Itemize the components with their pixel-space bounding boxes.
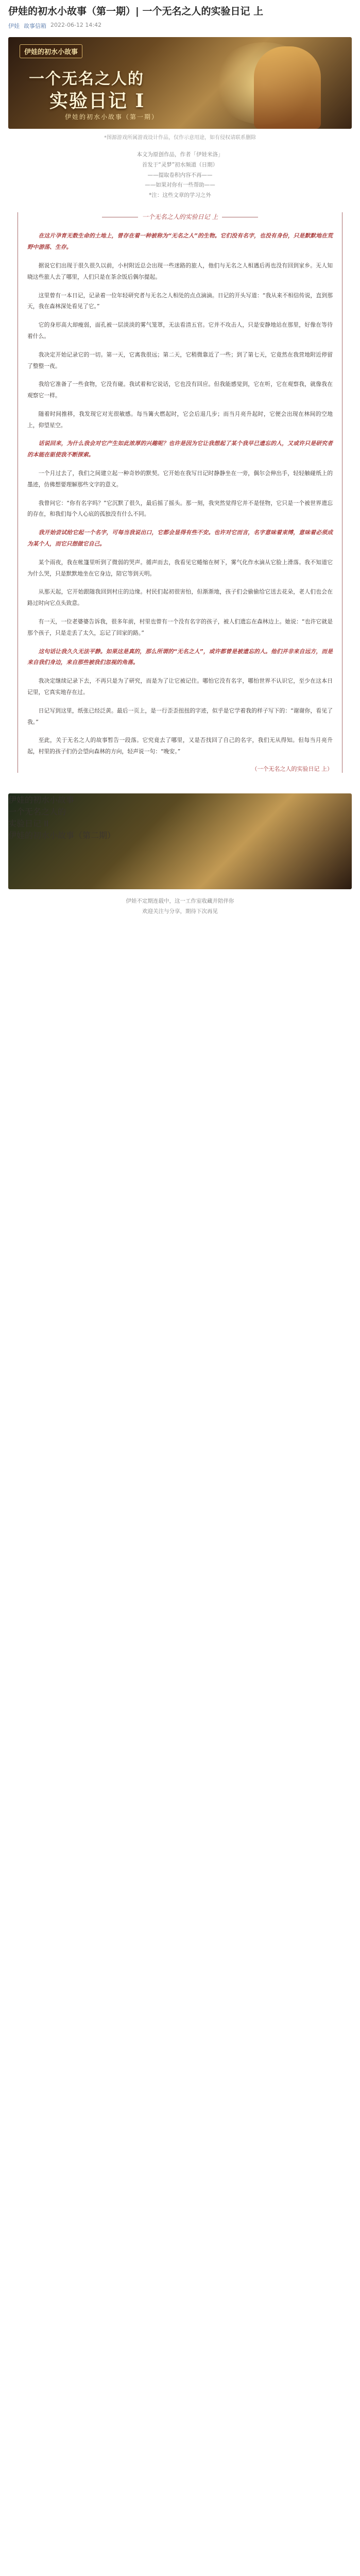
paragraph: 有一天，一位老婆婆告诉我，很多年前，村里也曾有一个没有名字的孩子，被人们遗忘在森林边上。她说：“也许它就是那个孩子，只是走丢了太久，忘记了回家的路。”: [27, 618, 333, 636]
publish-date: 2022-06-12 14:42: [50, 21, 102, 28]
footer-line: 伊娃不定期连载中，这一工作室收藏并陪伴你: [126, 898, 234, 905]
intro-note: [0, 150, 360, 201]
paragraph: 我开始尝试给它起一个名字，可每当我说出口，它都会显得有些不安。也许对它而言，名字意味着束缚，意味着必须成为某个人，而它只想做它自己。: [27, 529, 333, 548]
column-link[interactable]: 故事信箱: [24, 22, 46, 29]
cover-banner: [8, 37, 352, 129]
section-title: 一个无名之人的实验日记 上: [27, 212, 333, 221]
article-header: [0, 0, 360, 30]
banner-title-line2: 实验日记 I: [49, 90, 145, 112]
paragraph: 这句话让我久久无法平静。如果这是真的，那么所谓的“无名之人”，或许都曾是被遗忘的人。他们并非来自远方，而是来自我们身边，来自那些被我们忽视的角落。: [27, 648, 333, 666]
paragraph: 它的身形高大却瘦弱，面孔被一层淡淡的雾气笼罩，无法看清五官。它并不攻击人，只是安静地站在那里，好像在等待着什么。: [27, 321, 333, 340]
next-episode-banner[interactable]: [8, 793, 352, 889]
paragraph: 日记写到这里，纸张已经泛黄。最后一页上，是一行歪歪扭扭的字迹，似乎是它学着我的样子写下的：“谢谢你，看见了我。”: [27, 707, 333, 725]
banner-logo: 伊娃的初水小故事: [20, 44, 82, 58]
paragraph: 在这片孕育无数生命的土地上，曾存在着一种被称为“无名之人”的生物。它们没有名字，也没有身份，只是默默地在荒野中游荡、生存。: [27, 232, 333, 251]
banner-title-line1: 一个无名之人的: [29, 70, 144, 88]
note-line: ——如果对你有一些帮助——: [145, 182, 215, 189]
banner-title-line2: 实验日记 II: [8, 819, 49, 829]
article-meta: [8, 22, 352, 30]
banner-subtitle: 伊娃的初水小故事（第二期）: [8, 831, 116, 841]
paragraph: 我决定继续记录下去，不再只是为了研究，而是为了让它被记住。哪怕它没有名字，哪怕世界不认识它，至少在这本日记里，它真实地存在过。: [27, 677, 333, 696]
paragraph: 一个月过去了，我们之间建立起一种奇妙的默契。它开始在我写日记时静静坐在一旁，偶尔会伸出手，轻轻触碰纸上的墨迹，仿佛想要理解那些文字的意义。: [27, 470, 333, 488]
footer-line: 欢迎关注与分享，期待下次再见: [142, 908, 218, 914]
note-line: *注：这些文章的学习之外: [149, 192, 211, 199]
paragraph: 这里曾有一本日记，记录着一位年轻研究者与无名之人相处的点点滴滴。日记的开头写道：“我从来不相信传说，直到那天，我在森林深处看见了它。”: [27, 292, 333, 310]
paragraph: 至此，关于无名之人的故事暂告一段落。它究竟去了哪里，又是否找回了自己的名字，我们无从得知。但每当月亮升起，村里的孩子们仍会望向森林的方向，轻声说一句：“晚安。”: [27, 737, 333, 755]
paragraph: 某个雨夜，我在帐篷里听到了微弱的哭声。循声而去，我看见它蜷缩在树下，雾气化作水滴从它脸上滑落。我不知道它为什么哭，只是默默地坐在它身边，陪它等到天明。: [27, 558, 333, 577]
paragraph: 我给它准备了一些食物，它没有碰。我试着和它说话，它也没有回应。但我能感觉到，它在听，它在观察我，就像我在观察它一样。: [27, 381, 333, 399]
paragraph: 我决定开始记录它的一切。第一天，它离我很远；第二天，它稍微靠近了一些；到了第七天，它竟然在我营地附近停留了整整一夜。: [27, 351, 333, 369]
paragraph: 我曾问它：“你有名字吗？”它沉默了很久，最后摇了摇头。那一刻，我突然觉得它并不是怪物，它只是一个被世界遗忘的存在，和我们每个人心底的孤独没有什么不同。: [27, 499, 333, 518]
note-line: 本文为原创作品，作者「伊娃米洛」: [136, 151, 224, 158]
article-title: 伊娃的初水小故事（第一期）| 一个无名之人的实验日记 上: [8, 6, 264, 17]
character-illustration: [254, 46, 321, 129]
image-caption: *图源游戏所属游戏设计作品，仅作示意用途，如有侵权请联系删除: [104, 134, 256, 141]
paragraph: 话说回来，为什么我会对它产生如此浓厚的兴趣呢？也许是因为它让我想起了某个我早已遗忘的人，又或许只是研究者的本能在驱使我不断探索。: [27, 440, 333, 459]
footer-note: [0, 896, 360, 917]
paragraph: 从那天起，它开始跟随我回到村庄的边缘。村民们起初很害怕，但渐渐地，孩子们会偷偷给它送去花朵，老人们也会在路过时向它点头致意。: [27, 588, 333, 607]
banner-title-line1: 一个无名之人的: [8, 807, 66, 817]
note-line: ——提取卷积内容不再——: [147, 172, 213, 178]
article-page: [0, 0, 360, 922]
story-frame: [18, 212, 342, 773]
author-name[interactable]: 伊娃: [8, 22, 20, 29]
paragraph: 据说它们出现于很久很久以前，小村附近总会出现一些迷路的旅人，他们与无名之人相遇后再也没有回到家乡。无人知晓这些旅人去了哪里，人们只是在茶余饭后偶尔提起。: [27, 262, 333, 280]
paragraph: 随着时间推移，我发现它对光很敏感。每当篝火燃起时，它会后退几步；而当月亮升起时，它便会出现在林间的空地上，仰望星空。: [27, 410, 333, 429]
section-ending: （一个无名之人的实验日记 上）: [251, 766, 333, 773]
banner-logo: 伊娃的初水小故事: [8, 795, 75, 805]
banner-subtitle: 伊娃的初水小故事（第一期）: [65, 113, 159, 121]
note-line: 首发于“灵梦”初水频道（日期）: [142, 161, 218, 168]
